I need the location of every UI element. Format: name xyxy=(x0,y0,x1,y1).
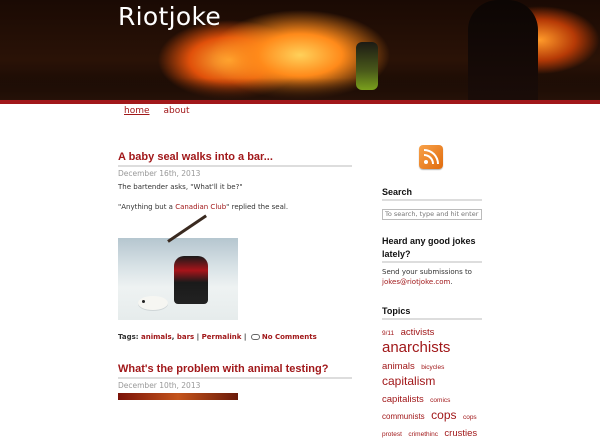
site-title[interactable]: Riotjoke xyxy=(118,2,222,31)
header-divider xyxy=(0,100,600,104)
jokes-text-intro: Send your submissions to xyxy=(382,268,472,276)
post-paragraph xyxy=(118,202,352,212)
comments-link[interactable]: No Comments xyxy=(261,333,317,341)
rss-dot-icon xyxy=(424,160,428,164)
post-meta: Tags: animals, bars | Permalink | No Comments xyxy=(118,333,317,341)
main-nav xyxy=(124,106,189,116)
topics-widget xyxy=(382,304,482,441)
tag-link[interactable]: bars xyxy=(176,333,195,341)
topic-tag[interactable]: cops xyxy=(431,407,457,422)
topic-tag[interactable]: cops xyxy=(462,413,477,421)
divider xyxy=(382,199,482,201)
jokes-text xyxy=(382,267,482,287)
permalink[interactable]: Permalink xyxy=(201,333,242,341)
topic-tag[interactable]: capitalists xyxy=(382,394,424,406)
post-title[interactable]: What's the problem with animal testing? xyxy=(118,363,329,375)
topic-tag[interactable]: communists xyxy=(382,411,425,421)
topic-tag[interactable]: activists xyxy=(400,327,435,338)
canadian-club-link[interactable]: Canadian Club xyxy=(175,203,227,211)
divider xyxy=(382,261,482,263)
search-input[interactable] xyxy=(382,209,482,220)
post-image xyxy=(118,238,238,320)
hunter-shape xyxy=(174,256,208,304)
post-quote-start: "Anything but a xyxy=(118,203,176,211)
header-bottle-image xyxy=(356,42,378,90)
topic-tag[interactable]: bicycles xyxy=(421,363,445,371)
post-paragraph: The bartender asks, "What'll it be?" xyxy=(118,183,243,191)
search-widget xyxy=(382,185,482,220)
topics-heading: Topics xyxy=(382,306,411,316)
topic-tag[interactable]: protest xyxy=(382,430,402,438)
topic-tag[interactable]: 9/11 xyxy=(382,330,395,337)
topic-tag[interactable]: animals xyxy=(382,360,415,372)
site-header xyxy=(0,0,600,100)
post-quote-end: " replied the seal. xyxy=(226,203,289,211)
post-image xyxy=(118,393,238,400)
jokes-widget xyxy=(382,235,482,287)
nav-home[interactable]: home xyxy=(124,106,150,116)
tag-cloud xyxy=(382,323,482,441)
header-figure-image xyxy=(468,0,538,100)
club-shape xyxy=(167,215,207,243)
jokes-text-end: . xyxy=(450,278,453,286)
divider xyxy=(382,318,482,320)
jokes-heading: Heard any good jokes lately? xyxy=(382,236,476,259)
post-date: December 16th, 2013 xyxy=(118,165,352,177)
search-heading: Search xyxy=(382,187,413,197)
tag-link[interactable]: animals xyxy=(141,333,172,341)
topic-tag[interactable]: anarchists xyxy=(382,338,451,356)
post xyxy=(118,145,352,177)
post-date: December 10th, 2013 xyxy=(118,377,352,389)
topic-tag[interactable]: crimethinc xyxy=(408,430,438,438)
nav-about[interactable]: about xyxy=(163,106,190,116)
jokes-email-link[interactable]: jokes@riotjoke.com xyxy=(382,278,451,286)
topic-tag[interactable]: capitalism xyxy=(382,374,436,389)
rss-icon[interactable] xyxy=(419,145,443,169)
comment-icon xyxy=(251,334,260,340)
seal-shape xyxy=(138,296,168,310)
tags-label: Tags: xyxy=(118,333,139,341)
post xyxy=(118,357,352,389)
topic-tag[interactable]: comics xyxy=(430,397,451,405)
topic-tag[interactable]: crusties xyxy=(444,427,478,439)
post-title[interactable]: A baby seal walks into a bar... xyxy=(118,151,273,163)
